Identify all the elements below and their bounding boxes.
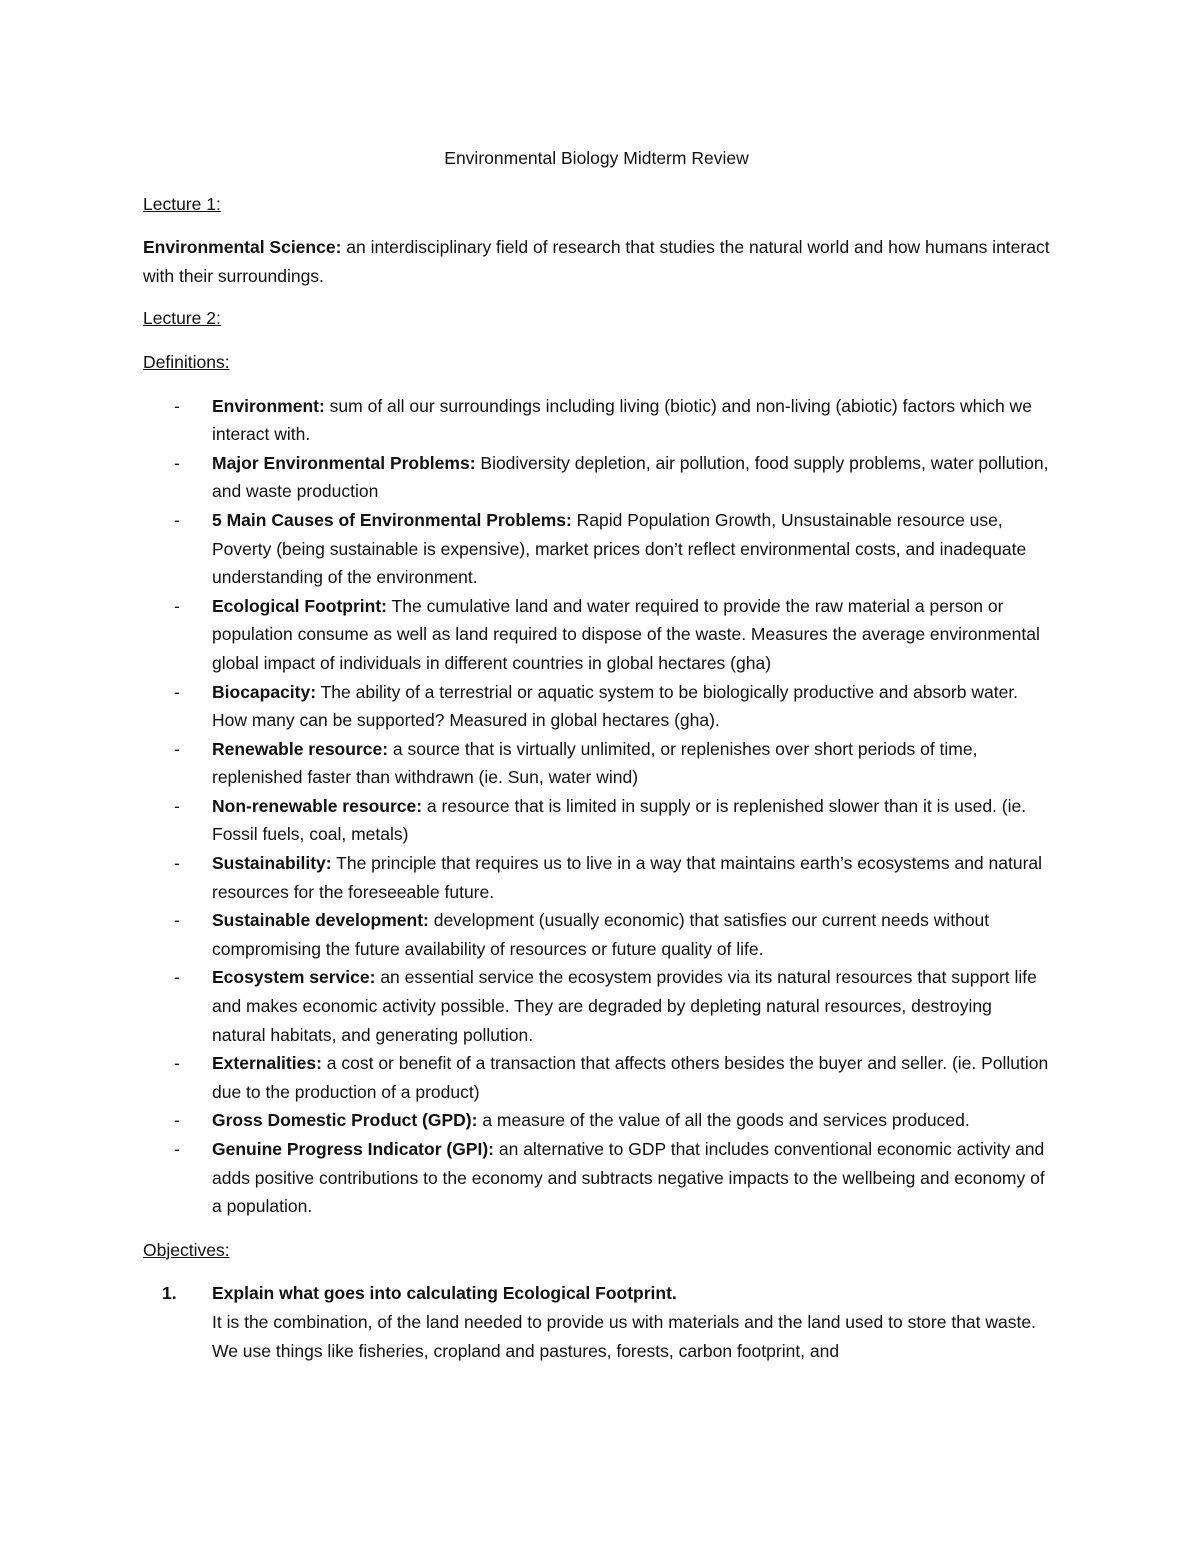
definition-text: an essential service the ecosystem provides via its natural resources that support life and makes economic activity possible. They are degraded by depleting natural resources, destroying natural habitats, and generating pollution. <box>212 967 1037 1045</box>
definition-text: Biodiversity depletion, air pollution, food supply problems, water pollution, and waste production <box>212 452 1049 502</box>
list-item <box>143 1049 1050 1106</box>
definition-term: Ecosystem service: <box>212 967 376 988</box>
bullet-dash: - <box>174 681 180 702</box>
definition-term: Sustainability: <box>212 853 332 874</box>
definition-text: Rapid Population Growth, Unsustainable resource use, Poverty (being sustainable is expensive), market prices don’t reflect environmental costs, and inadequate understanding of the environment. <box>212 509 1027 588</box>
bullet-dash: - <box>174 967 180 988</box>
definition-text: a cost or benefit of a transaction that affects others besides the buyer and seller. (ie. Pollution due to the production of a product) <box>212 1053 1049 1102</box>
objectives-list <box>143 1279 1050 1365</box>
definition-term: Biocapacity: <box>212 681 317 702</box>
list-item <box>143 592 1050 678</box>
list-item <box>143 906 1050 963</box>
list-item <box>143 792 1050 849</box>
list-item <box>143 963 1050 1049</box>
definition-term: Genuine Progress Indicator (GPI): <box>212 1139 494 1159</box>
bullet-dash: - <box>174 1053 180 1074</box>
definition-text: a source that is virtually unlimited, or replenishes over short periods of time, replenished faster than withdrawn (ie. Sun, water wind) <box>212 738 978 788</box>
definition-text: a measure of the value of all the goods and services produced. <box>477 1110 970 1131</box>
bullet-dash: - <box>174 395 180 416</box>
definition-text: development (usually economic) that satisfies our current needs without compromising the future availability of resources or future quality of life. <box>212 910 990 959</box>
bullet-dash: - <box>174 910 180 931</box>
definition-text: an alternative to GDP that includes conventional economic activity and adds positive contributions to the economy and subtracts negative impacts to the wellbeing and economy of a population. <box>212 1139 1045 1217</box>
definition-text: The ability of a terrestrial or aquatic system to be biologically productive and absorb water. How many can be supported? Measured in global hectares (gha). <box>212 681 1019 731</box>
bullet-dash: - <box>174 1110 180 1131</box>
list-item <box>143 506 1050 592</box>
definition-term: Sustainable development: <box>212 910 429 931</box>
list-item <box>143 735 1050 792</box>
list-item <box>143 1279 1050 1365</box>
definition-text: sum of all our surroundings including living (biotic) and non-living (abiotic) factors which we interact with. <box>212 395 1032 445</box>
definition-term: Environment: <box>212 395 325 416</box>
definition-text: The principle that requires us to live in a way that maintains earth’s ecosystems and natural resources for the foreseeable future. <box>212 853 1043 902</box>
lecture-1-heading: Lecture 1: <box>143 193 221 214</box>
bullet-dash: - <box>174 509 180 530</box>
bullet-dash: - <box>174 1139 180 1159</box>
list-item <box>143 1135 1050 1221</box>
definition-term: Non-renewable resource: <box>212 795 423 816</box>
definition-term: 5 Main Causes of Environmental Problems: <box>212 509 572 530</box>
list-item <box>143 678 1050 735</box>
list-item <box>143 392 1050 449</box>
objective-question: Explain what goes into calculating Ecological Footprint. <box>212 1283 677 1304</box>
objective-number: 1. <box>162 1283 177 1304</box>
document-title: Environmental Biology Midterm Review <box>444 148 749 168</box>
definition-term: Ecological Footprint: <box>212 595 387 616</box>
bullet-dash: - <box>174 853 180 874</box>
list-item <box>143 849 1050 906</box>
bullet-dash: - <box>174 738 180 759</box>
bullet-dash: - <box>174 452 180 473</box>
definitions-list <box>143 392 1050 1221</box>
definition-term: Renewable resource: <box>212 738 389 759</box>
bullet-dash: - <box>174 595 180 616</box>
definitions-heading: Definitions: <box>143 351 230 372</box>
environmental-science-definition <box>143 233 1050 290</box>
list-item <box>143 449 1050 506</box>
definition-text: a resource that is limited in supply or is replenished slower than it is used. (ie. Fossil fuels, coal, metals) <box>212 795 1027 845</box>
definition-text: The cumulative land and water required to provide the raw material a person or population consume as well as land required to dispose of the waste. Measures the average environmental global impact of individuals in different countries in global hectares (gha) <box>212 595 1040 673</box>
definition-term: Gross Domestic Product (GPD): <box>212 1110 478 1131</box>
definition-term: Major Environmental Problems: <box>212 452 476 473</box>
objectives-heading: Objectives: <box>143 1239 230 1260</box>
bullet-dash: - <box>174 795 180 816</box>
definition-term: Externalities: <box>212 1053 322 1074</box>
lecture-2-heading: Lecture 2: <box>143 308 221 329</box>
objective-answer: It is the combination, of the land needed to provide us with materials and the land used to store that waste. We use things like fisheries, cropland and pastures, forests, carbon footprint, and <box>212 1311 1036 1361</box>
list-item <box>143 1106 1050 1135</box>
definition-text: an interdisciplinary field of research that studies the natural world and how humans interact with their surroundings. <box>143 237 1050 286</box>
definition-term: Environmental Science: <box>143 237 342 258</box>
